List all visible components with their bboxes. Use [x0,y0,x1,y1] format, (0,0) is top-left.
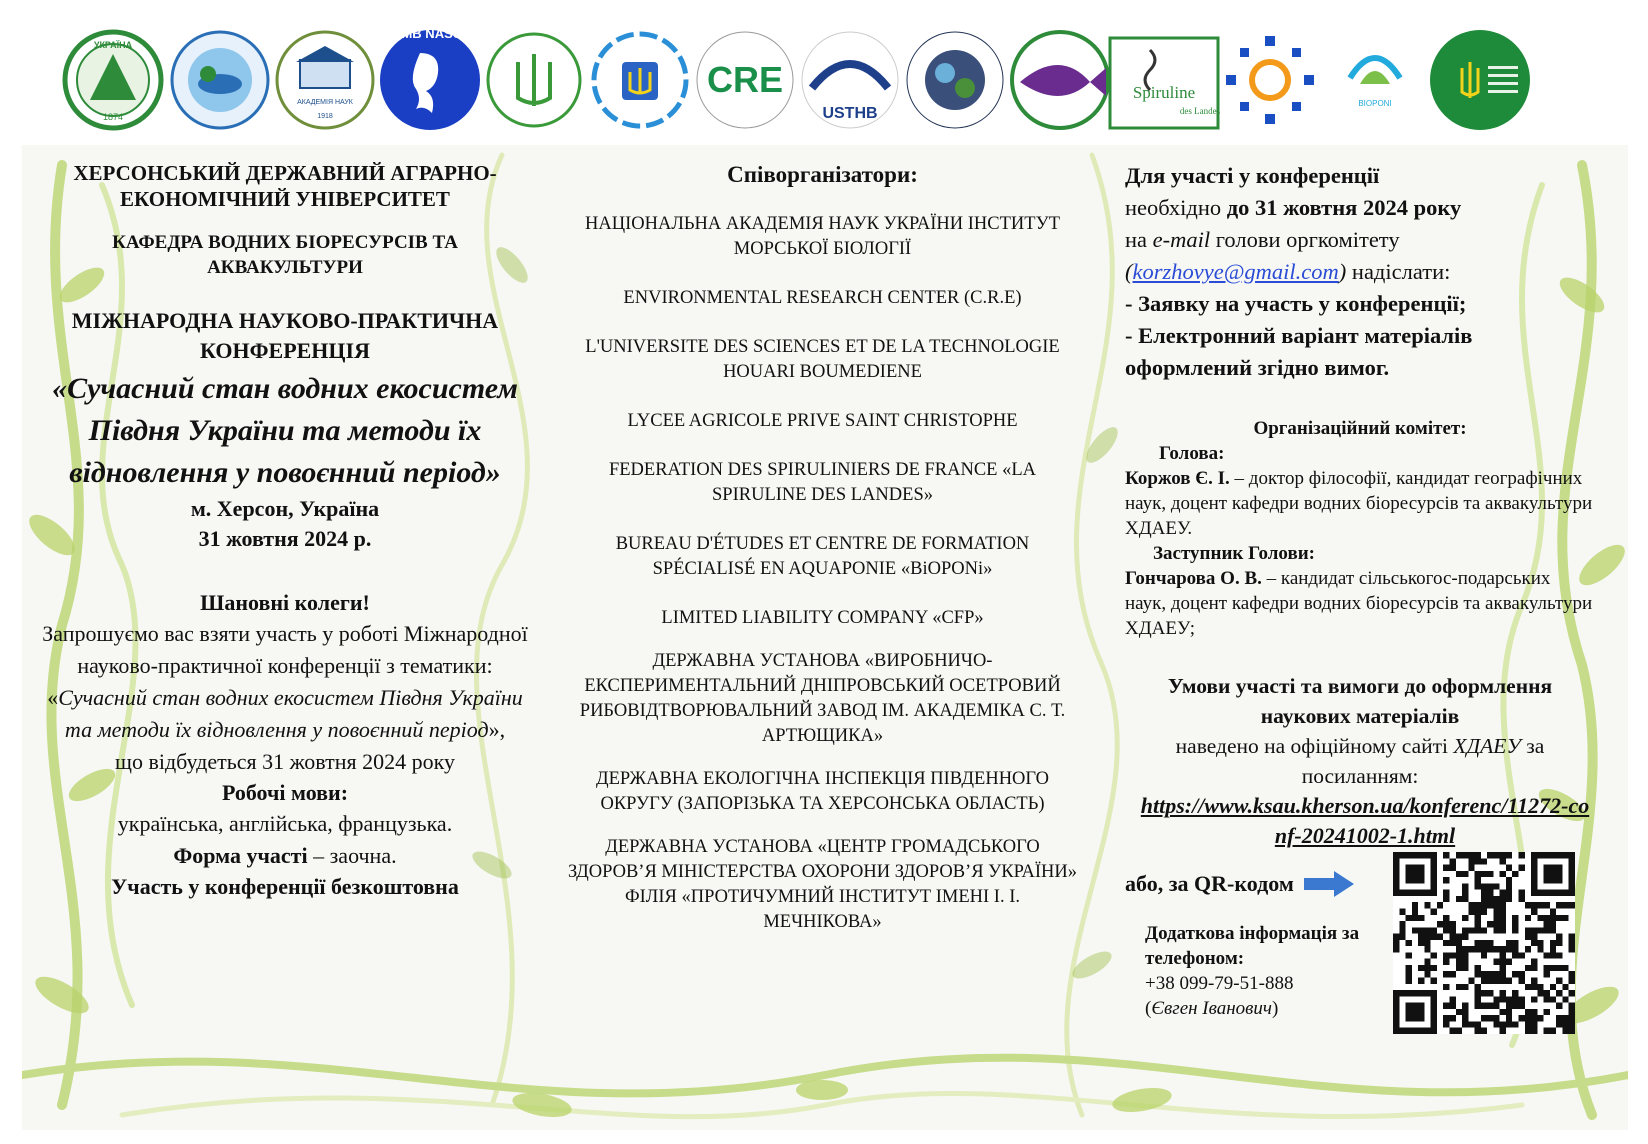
head-description: – доктор філософії, кандидат географічних наук, доцент кафедри водних біоресурсів та аквакультури ХДАЕУ. [1125,468,1593,539]
participation-heading: Для участі у конференції [1125,163,1380,188]
svg-text:1874: 1874 [102,112,124,122]
state-fish-hatchery-logo [1430,30,1530,130]
svg-text:BIOPONI: BIOPONI [1358,99,1392,108]
conference-website-link[interactable]: https://www.ksau.kherson.ua/konferenc/11272-conf-20241002-1.html [1140,793,1590,848]
organizer-email-link[interactable]: korzhovye@gmail.com [1132,259,1339,284]
lycee-agricole-logo [907,32,1003,128]
conference-type: МІЖНАРОДНА НАУКОВО-ПРАКТИЧНА КОНФЕРЕНЦІЯ [71,308,499,363]
nas-ukraine-logo [277,32,373,128]
ksaeu-logo [65,32,161,128]
svg-text:УКРАЇНА: УКРАЇНА [93,40,133,50]
usthb-logo [802,32,898,128]
svg-text:CRE: CRE [706,59,784,100]
svg-text:USTHB: USTHB [822,105,878,122]
requirement-application: - Заявку на участь у конференції; [1125,291,1467,316]
spiruline-logo [1110,38,1221,128]
svg-text:АКАДЕМІЯ НАУК: АКАДЕМІЯ НАУК [297,99,353,106]
imb-nasu-logo [380,26,480,130]
fish-logo [1012,32,1108,128]
logo-row [60,18,1600,138]
contact-open-paren: ( [1145,998,1152,1019]
send-label: надіслати: [1346,259,1451,284]
deadline-date: до 31 жовтня 2024 року [1226,195,1462,220]
university-name: ХЕРСОНСЬКИЙ ДЕРЖАВНИЙ АГРАРНО-ЕКОНОМІЧНИЙ УНІВЕРСИТЕТ [73,161,497,211]
email-suffix: голови оргкомітету [1210,227,1400,252]
svg-text:1918: 1918 [317,113,333,120]
head-name: Коржов Є. І. [1125,468,1230,489]
co-organizer-item: FEDERATION DES SPIRULINIERS DE FRANCE «LA SPIRULINE DES LANDES» [608,460,1037,505]
bioponi-network-logo [1226,36,1314,124]
co-organizers-title: Співорганізатори: [727,162,918,187]
head-info [1125,466,1595,541]
aqua-department-logo [172,32,268,128]
deputy-description: – кандидат сільськогос-подарських наук, доцент кафедри водних біоресурсів та аквакультури ХДАЕУ; [1125,568,1593,639]
conditions-prefix: наведено на офіційному сайті [1175,734,1454,758]
invitation-text: Запрошуємо вас взяти участь у роботі Міжнародної науково-практичної конференції з тематики: [42,621,528,678]
svg-text:Spiruline: Spiruline [1132,83,1196,102]
cre-logo [697,32,793,128]
head-label: Голова: [1159,443,1225,464]
conditions-text [1125,731,1595,791]
trident-green-logo [488,34,580,126]
conference-place: м. Херсон, Україна [190,496,380,521]
svg-text:des Landes: des Landes [1179,106,1221,116]
topic-close-quote: », [488,717,506,742]
conference-title: «Сучасний стан водних екосистем Півдня України та методи їх відновлення у повоєнний період» [52,372,518,489]
topic-text: Сучасний стан водних екосистем Півдня України та методи їх відновлення у повоєнний період [58,685,523,742]
requirement-materials: - Електронний варіант матеріалів оформлений згідно вимог. [1125,323,1473,380]
contact-name: Євген Іванович [1151,998,1272,1019]
deputy-label: Заступник Голови: [1153,543,1315,564]
email-line [1125,224,1595,256]
contact-person [1145,996,1375,1021]
co-organizer-item: LYCEE AGRICOLE PRIVE SAINT CHRISTOPHE [627,411,1018,431]
conditions-title: Умови участі та вимоги до оформлення наукових матеріалів [1167,674,1553,728]
co-organizer-item: LIMITED LIABILITY COMPANY «CFP» [661,608,984,628]
languages-label: Робочі мови: [221,780,349,805]
email-address-line [1125,256,1595,288]
email-prefix: на [1125,227,1153,252]
qr-code[interactable] [1393,852,1575,1034]
qr-label: або, за QR-кодом [1125,871,1294,896]
co-organizer-item: НАЦІОНАЛЬНА АКАДЕМІЯ НАУК УКРАЇНИ ІНСТИТУТ МОРСЬКОЇ БІОЛОГІЇ [585,214,1060,259]
middle-column [565,160,1080,959]
email-word: e-mail [1152,227,1211,252]
email-close-paren: ) [1338,259,1347,284]
free-participation: Участь у конференції безкоштовна [111,874,459,899]
form-label: Форма участі [173,843,308,868]
participation-form [40,840,530,872]
conference-date: 31 жовтня 2024 р. [198,526,372,551]
logo-strip [60,18,1600,138]
deputy-name: Гончарова О. В. [1125,568,1262,589]
email-open-paren: ( [1125,259,1133,284]
co-organizer-item: ДЕРЖАВНА УСТАНОВА «ЦЕНТР ГРОМАДСЬКОГО ЗДОРОВ’Я МІНІСТЕРСТВА ОХОРОНИ ЗДОРОВ’Я УКРАЇНИ» ФІЛІЯ «ПРОТИЧУМНИЙ ІНСТИТУТ ІМЕНІ І. І. МЕЧНІКОВА» [567,837,1078,932]
extra-info-label: Додаткова інформація за телефоном: [1145,923,1360,969]
deputy-info [1125,566,1595,641]
form-value: – заочна. [307,843,397,868]
co-organizer-item: L'UNIVERSITE DES SCIENCES ET DE LA TECHNOLOGIE HOUARI BOUMEDIENE [585,337,1060,382]
svg-text:IMB NASU: IMB NASU [397,26,463,41]
co-organizer-item: ДЕРЖАВНА ЕКОЛОГІЧНА ІНСПЕКЦІЯ ПІВДЕННОГО ОКРУГУ (ЗАПОРІЗЬКА ТА ХЕРСОНСЬКА ОБЛАСТЬ) [595,769,1050,814]
languages-value: українська, англійська, французька. [117,811,453,836]
topic-open-quote: « [47,685,59,710]
conference-when: що відбудеться 31 жовтня 2024 року [115,749,455,774]
arrow-right-icon [1302,870,1356,898]
co-organizer-item: ENVIRONMENTAL RESEARCH CENTER (C.R.E) [623,288,1022,308]
conditions-suffix: за посиланням: [1301,734,1545,788]
co-organizer-item: ДЕРЖАВНА УСТАНОВА «ВИРОБНИЧО-ЕКСПЕРИМЕНТАЛЬНИЙ ДНІПРОВСЬКИЙ ОСЕТРОВИЙ РИБОВІДТВОРЮВАЛЬНИЙ ЗАВОД ІМ. АКАДЕМІКА С. Т. АРТЮЩИКА» [579,651,1066,746]
conditions-site: ХДАЕУ [1453,734,1521,758]
deadline-line [1125,192,1595,224]
phone-number: +38 099-79-51-888 [1145,973,1294,994]
extra-info-block [1125,921,1375,1021]
co-organizer-item: BUREAU D'ÉTUDES ET CENTRE DE FORMATION SPÉCIALISÉ EN AQUAPONIE «BiOPONi» [615,534,1030,579]
left-column [40,160,530,902]
greeting: Шановні колеги! [200,590,370,615]
bioponi-logo [1327,32,1423,128]
trident-blue-logo [594,34,686,126]
topic-line [40,682,530,746]
committee-title: Організаційний комітет: [1253,418,1467,439]
deadline-prefix: необхідно [1125,195,1227,220]
contact-close-paren: ) [1272,998,1279,1019]
department-name: КАФЕДРА ВОДНИХ БІОРЕСУРСІВ ТА АКВАКУЛЬТУРИ [112,232,458,278]
